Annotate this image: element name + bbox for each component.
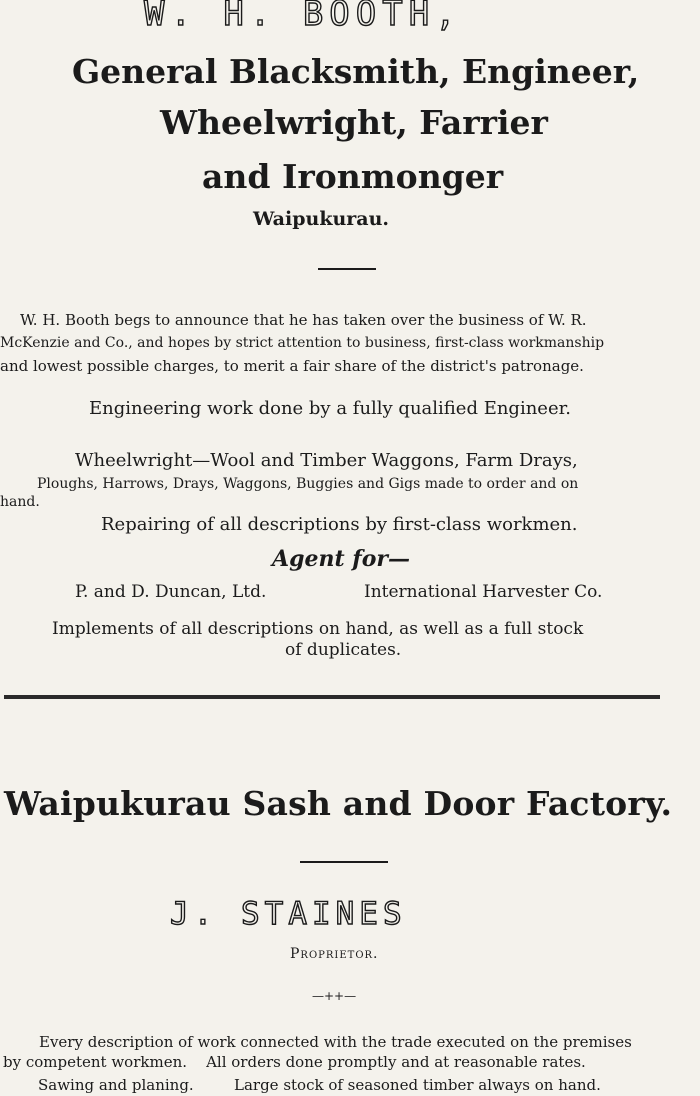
staines-advertisement bbox=[0, 700, 700, 1096]
booth-location: Waipukurau. bbox=[253, 208, 390, 230]
staines-factory-title: Waipukurau Sash and Door Factory. bbox=[4, 784, 673, 823]
staines-description-line-2: by competent workmen. All orders done promptly and at reasonable rates. bbox=[3, 1053, 586, 1071]
booth-agent-left: P. and D. Duncan, Ltd. bbox=[75, 582, 267, 602]
staines-name: J. STAINES bbox=[170, 896, 407, 932]
advertisement-separator bbox=[4, 695, 660, 699]
booth-announcement-line-1: W. H. Booth begs to announce that he has taken over the business of W. R. bbox=[20, 311, 587, 329]
booth-short-divider bbox=[318, 268, 376, 270]
booth-trades-line-3: and Ironmonger bbox=[202, 157, 504, 196]
booth-agent-heading: Agent for— bbox=[272, 546, 410, 572]
staines-proprietor: Proprietor. bbox=[290, 946, 379, 962]
booth-implements-line-1: Implements of all descriptions on hand, as well as a full stock bbox=[52, 619, 584, 639]
staines-ornament: —++— bbox=[312, 989, 357, 1003]
booth-made-to-order-line-1: Ploughs, Harrows, Drays, Waggons, Buggies and Gigs made to order and on bbox=[37, 476, 579, 492]
booth-made-to-order-line-2: hand. bbox=[0, 494, 40, 510]
staines-footer-left: Sawing and planing. bbox=[38, 1076, 194, 1094]
booth-agent-right: International Harvester Co. bbox=[364, 582, 603, 602]
booth-announcement-line-2: McKenzie and Co., and hopes by strict attention to business, first-class workmanship bbox=[0, 335, 605, 351]
booth-wheelwright: Wheelwright—Wool and Timber Waggons, Farm Drays, bbox=[75, 450, 578, 471]
booth-repairing: Repairing of all descriptions by first-class workmen. bbox=[101, 514, 578, 535]
booth-name: W. H. BOOTH, bbox=[144, 0, 462, 34]
staines-description-line-1: Every description of work connected with the trade executed on the premises bbox=[39, 1033, 632, 1051]
booth-trades-line-1: General Blacksmith, Engineer, bbox=[72, 52, 640, 91]
booth-implements-line-2: of duplicates. bbox=[285, 640, 402, 660]
booth-announcement-line-3: and lowest possible charges, to merit a fair share of the district's patronage. bbox=[0, 357, 584, 375]
booth-engineering: Engineering work done by a fully qualified Engineer. bbox=[89, 398, 571, 419]
staines-divider bbox=[300, 861, 388, 863]
staines-footer-right: Large stock of seasoned timber always on hand. bbox=[234, 1076, 601, 1094]
booth-trades-line-2: Wheelwright, Farrier bbox=[160, 103, 548, 142]
